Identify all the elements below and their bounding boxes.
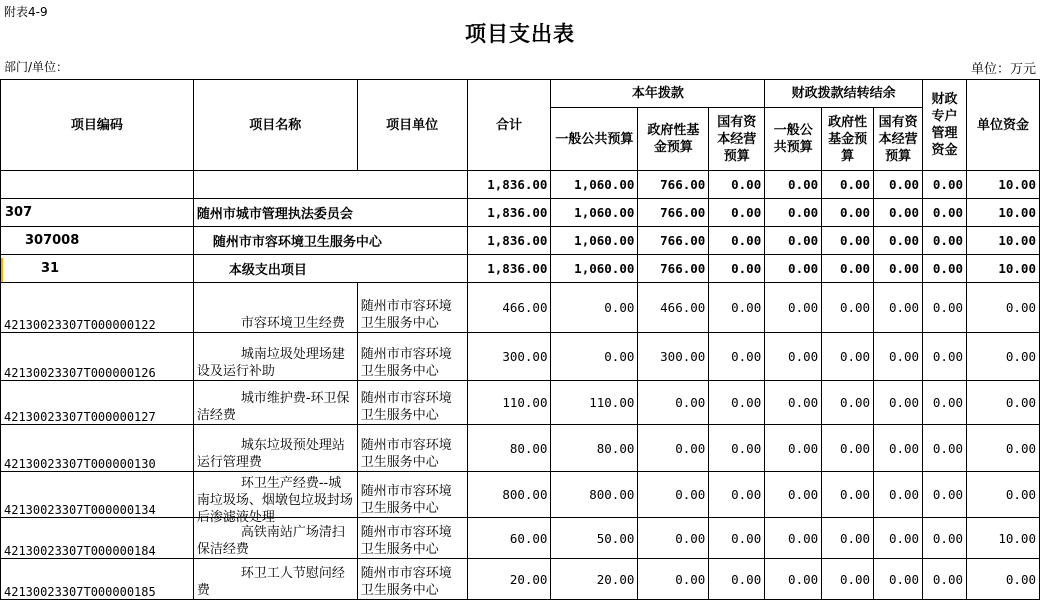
- amount-cell[interactable]: 766.00: [638, 255, 709, 283]
- row-name-text: 环卫生产经费--城南垃圾场、烟墩包垃圾封场后渗滤液处理: [196, 476, 353, 525]
- amount-cell[interactable]: 0.00: [551, 333, 638, 381]
- amount-cell[interactable]: 0.00: [709, 171, 765, 199]
- amount-cell[interactable]: 110.00: [467, 381, 551, 425]
- row-code[interactable]: 42130023307T000000134: [1, 472, 194, 518]
- amount-cell[interactable]: 0.00: [923, 199, 967, 227]
- amount-cell[interactable]: 1,060.00: [551, 227, 638, 255]
- row-code[interactable]: 31: [1, 255, 194, 283]
- header-state-capital: 国有资本经营预算: [709, 108, 765, 171]
- summary-row: [1, 171, 1040, 199]
- amount-cell[interactable]: 0.00: [765, 559, 822, 600]
- header-general: 一般公共预算: [551, 108, 638, 171]
- amount-cell[interactable]: 0.00: [822, 472, 874, 518]
- row-name[interactable]: [193, 171, 467, 199]
- row-name[interactable]: 本级支出项目: [193, 255, 467, 283]
- amount-cell[interactable]: 0.00: [765, 283, 822, 333]
- row-unit[interactable]: 随州市市容环境卫生服务中心: [357, 518, 467, 559]
- amount-cell[interactable]: 0.00: [874, 227, 923, 255]
- amount-cell[interactable]: 1,060.00: [551, 171, 638, 199]
- amount-cell[interactable]: 0.00: [822, 381, 874, 425]
- amount-cell[interactable]: 0.00: [874, 171, 923, 199]
- header-co-fund: 政府性基金预算: [822, 108, 874, 171]
- amount-cell[interactable]: 0.00: [923, 333, 967, 381]
- amount-cell[interactable]: 0.00: [551, 283, 638, 333]
- amount-cell[interactable]: 0.00: [822, 255, 874, 283]
- amount-cell[interactable]: 800.00: [551, 472, 638, 518]
- amount-cell[interactable]: 1,836.00: [467, 255, 551, 283]
- amount-cell[interactable]: 766.00: [638, 227, 709, 255]
- amount-cell[interactable]: 0.00: [709, 333, 765, 381]
- dept-label: 部门/单位：: [4, 60, 69, 74]
- amount-cell[interactable]: 110.00: [551, 381, 638, 425]
- detail-row: [1, 518, 1040, 559]
- header-fund: 政府性基金预算: [638, 108, 709, 171]
- row-code[interactable]: 42130023307T000000130: [1, 425, 194, 472]
- amount-cell[interactable]: 10.00: [967, 518, 1040, 559]
- row-unit[interactable]: 随州市市容环境卫生服务中心: [357, 425, 467, 472]
- amount-cell[interactable]: 0.00: [967, 425, 1040, 472]
- amount-cell[interactable]: 10.00: [967, 255, 1040, 283]
- row-name-text: 环卫工人节慰问经费: [196, 566, 345, 598]
- amount-cell[interactable]: 0.00: [874, 472, 923, 518]
- row-unit[interactable]: 随州市市容环境卫生服务中心: [357, 381, 467, 425]
- amount-cell[interactable]: 0.00: [709, 255, 765, 283]
- amount-cell[interactable]: 0.00: [923, 518, 967, 559]
- detail-row: [1, 381, 1040, 425]
- amount-cell[interactable]: 0.00: [765, 227, 822, 255]
- amount-cell[interactable]: 20.00: [551, 559, 638, 600]
- amount-cell[interactable]: 0.00: [874, 518, 923, 559]
- amount-cell[interactable]: 0.00: [923, 559, 967, 600]
- amount-cell[interactable]: 0.00: [923, 381, 967, 425]
- amount-cell[interactable]: 0.00: [709, 283, 765, 333]
- amount-cell[interactable]: 0.00: [874, 333, 923, 381]
- amount-cell[interactable]: 60.00: [467, 518, 551, 559]
- row-name-text: 高铁南站广场清扫保洁经费: [196, 525, 345, 557]
- amount-cell[interactable]: 0.00: [822, 559, 874, 600]
- row-name[interactable]: 随州市城市管理执法委员会: [193, 199, 467, 227]
- summary-row: [1, 227, 1040, 255]
- amount-cell[interactable]: 0.00: [967, 559, 1040, 600]
- amount-cell[interactable]: 0.00: [822, 425, 874, 472]
- amount-cell[interactable]: 0.00: [638, 472, 709, 518]
- amount-cell[interactable]: 0.00: [638, 559, 709, 600]
- amount-cell[interactable]: 10.00: [967, 227, 1040, 255]
- row-name[interactable]: [193, 472, 357, 525]
- amount-cell[interactable]: 0.00: [874, 559, 923, 600]
- summary-row: [1, 255, 1040, 283]
- amount-cell[interactable]: 0.00: [709, 518, 765, 559]
- amount-cell[interactable]: 300.00: [467, 333, 551, 381]
- amount-cell[interactable]: 0.00: [765, 171, 822, 199]
- row-unit[interactable]: 随州市市容环境卫生服务中心: [357, 559, 467, 600]
- amount-cell[interactable]: 1,836.00: [467, 227, 551, 255]
- amount-cell[interactable]: 466.00: [638, 283, 709, 333]
- row-unit[interactable]: 随州市市容环境卫生服务中心: [357, 333, 467, 381]
- amount-cell[interactable]: 0.00: [874, 381, 923, 425]
- row-unit[interactable]: 随州市市容环境卫生服务中心: [357, 472, 467, 518]
- amount-cell[interactable]: 80.00: [467, 425, 551, 472]
- header-special: 财政专户管理资金: [923, 80, 967, 171]
- detail-row: [1, 559, 1040, 600]
- header-co-state-capital: 国有资本经营预算: [874, 108, 923, 171]
- amount-cell[interactable]: 0.00: [967, 381, 1040, 425]
- row-name[interactable]: [193, 381, 357, 425]
- amount-cell[interactable]: 300.00: [638, 333, 709, 381]
- amount-cell[interactable]: 0.00: [638, 425, 709, 472]
- detail-row: [1, 472, 1040, 518]
- amount-cell[interactable]: 0.00: [923, 283, 967, 333]
- amount-cell[interactable]: 466.00: [467, 283, 551, 333]
- row-name-text: 城南垃圾处理场建设及运行补助: [196, 347, 345, 379]
- amount-cell[interactable]: 0.00: [765, 518, 822, 559]
- row-code[interactable]: 42130023307T000000184: [1, 518, 194, 559]
- sheet-tag: 附表4-9: [4, 5, 48, 19]
- amount-cell[interactable]: 0.00: [923, 227, 967, 255]
- amount-cell[interactable]: 50.00: [551, 518, 638, 559]
- header-code: 项目编码: [1, 80, 194, 171]
- amount-cell[interactable]: 1,836.00: [467, 171, 551, 199]
- amount-cell[interactable]: 0.00: [822, 227, 874, 255]
- amount-cell[interactable]: 20.00: [467, 559, 551, 600]
- amount-cell[interactable]: 0.00: [765, 255, 822, 283]
- amount-cell[interactable]: 0.00: [822, 333, 874, 381]
- amount-cell[interactable]: 0.00: [967, 283, 1040, 333]
- amount-cell[interactable]: 766.00: [638, 199, 709, 227]
- amount-cell[interactable]: 0.00: [765, 199, 822, 227]
- amount-cell[interactable]: 0.00: [709, 425, 765, 472]
- header-co-general: 一般公共预算: [765, 108, 822, 171]
- amount-cell[interactable]: 0.00: [923, 472, 967, 518]
- amount-cell[interactable]: 0.00: [765, 381, 822, 425]
- amount-cell[interactable]: 1,060.00: [551, 199, 638, 227]
- row-code[interactable]: 307: [1, 199, 194, 227]
- row-name-text: 市容环境卫生经费: [240, 316, 345, 331]
- row-code[interactable]: 307008: [1, 227, 194, 255]
- row-code[interactable]: 42130023307T000000122: [1, 283, 194, 333]
- amount-cell[interactable]: 0.00: [923, 425, 967, 472]
- amount-cell[interactable]: 10.00: [967, 199, 1040, 227]
- amount-cell[interactable]: 800.00: [467, 472, 551, 518]
- page-title: 项目支出表: [465, 22, 575, 46]
- amount-cell[interactable]: 0.00: [638, 381, 709, 425]
- amount-cell[interactable]: 0.00: [709, 227, 765, 255]
- project-expenditure-table: [0, 79, 1040, 600]
- header-name: 项目名称: [193, 80, 357, 171]
- detail-row: [1, 333, 1040, 381]
- amount-cell[interactable]: 0.00: [874, 199, 923, 227]
- amount-cell[interactable]: 766.00: [638, 171, 709, 199]
- row-name[interactable]: 随州市市容环境卫生服务中心: [193, 227, 467, 255]
- header-carryover: 财政拨款结转结余: [765, 80, 923, 108]
- amount-cell[interactable]: 0.00: [967, 472, 1040, 518]
- amount-cell[interactable]: 0.00: [638, 518, 709, 559]
- row-code[interactable]: 42130023307T000000185: [1, 559, 194, 600]
- amount-cell[interactable]: 0.00: [874, 255, 923, 283]
- amount-cell[interactable]: 0.00: [822, 518, 874, 559]
- row-name[interactable]: [193, 559, 357, 600]
- amount-cell[interactable]: 0.00: [709, 472, 765, 518]
- row-name-text: 城东垃圾预处理站运行管理费: [196, 438, 345, 470]
- header-current-year: 本年拨款: [551, 80, 765, 108]
- amount-cell[interactable]: 0.00: [923, 171, 967, 199]
- header-unit-funds: 单位资金: [967, 80, 1040, 171]
- amount-cell[interactable]: 0.00: [765, 333, 822, 381]
- amount-cell[interactable]: 0.00: [822, 199, 874, 227]
- amount-cell[interactable]: 0.00: [967, 333, 1040, 381]
- amount-cell[interactable]: 10.00: [967, 171, 1040, 199]
- amount-cell[interactable]: 0.00: [822, 171, 874, 199]
- row-name[interactable]: [193, 425, 357, 472]
- row-name[interactable]: [193, 283, 357, 333]
- amount-cell[interactable]: 0.00: [874, 283, 923, 333]
- header-unit: 项目单位: [357, 80, 467, 171]
- amount-cell[interactable]: 0.00: [765, 425, 822, 472]
- amount-cell[interactable]: 0.00: [822, 283, 874, 333]
- row-name-text: 城市维护费-环卫保洁经费: [196, 391, 350, 423]
- amount-cell[interactable]: 0.00: [709, 199, 765, 227]
- amount-cell[interactable]: 80.00: [551, 425, 638, 472]
- summary-row: [1, 199, 1040, 227]
- row-code[interactable]: [1, 171, 194, 199]
- amount-cell[interactable]: 0.00: [709, 559, 765, 600]
- amount-cell[interactable]: 1,836.00: [467, 199, 551, 227]
- row-unit[interactable]: 随州市市容环境卫生服务中心: [357, 283, 467, 333]
- header-total: 合计: [467, 80, 551, 171]
- amount-cell[interactable]: 0.00: [765, 472, 822, 518]
- detail-row: [1, 283, 1040, 333]
- amount-cell[interactable]: 1,060.00: [551, 255, 638, 283]
- amount-cell[interactable]: 0.00: [874, 425, 923, 472]
- unit-label: 单位：万元: [970, 62, 1036, 77]
- row-code[interactable]: 42130023307T000000127: [1, 381, 194, 425]
- amount-cell[interactable]: 0.00: [709, 381, 765, 425]
- row-name[interactable]: [193, 333, 357, 381]
- row-code[interactable]: 42130023307T000000126: [1, 333, 194, 381]
- detail-row: [1, 425, 1040, 472]
- amount-cell[interactable]: 0.00: [923, 255, 967, 283]
